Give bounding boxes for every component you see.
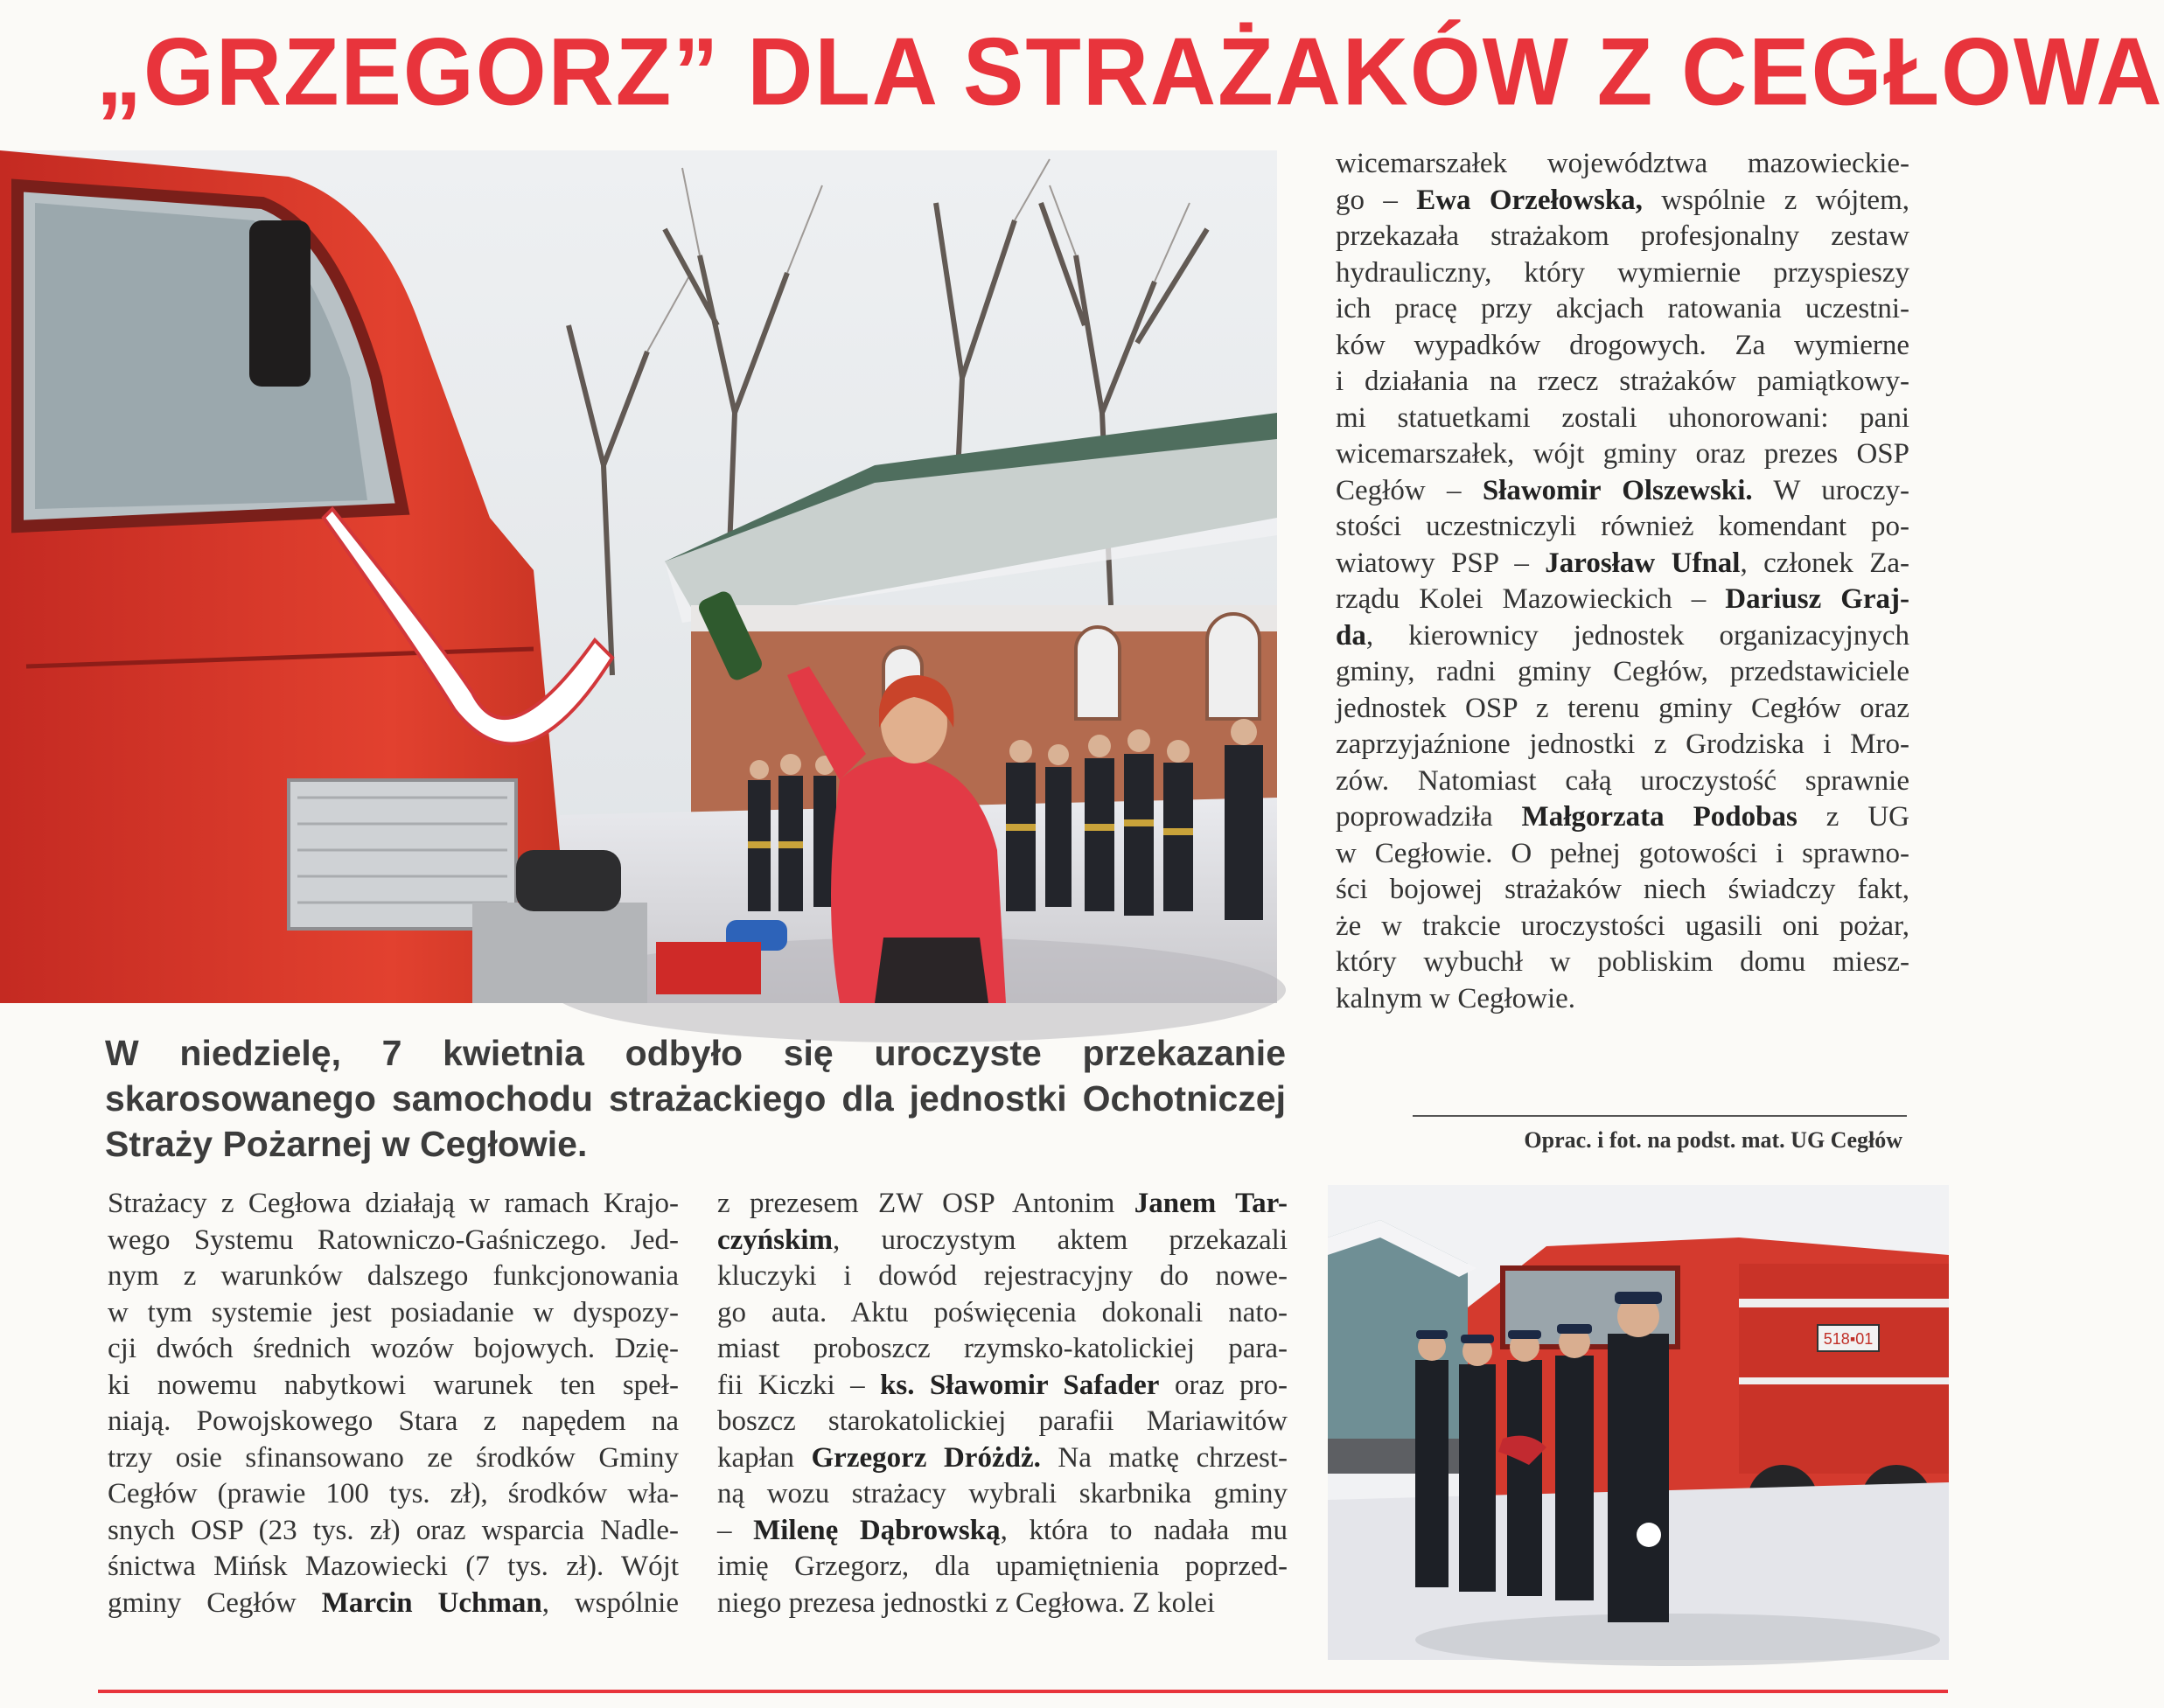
text-line: stości uczestniczyli również komendant po- — [1336, 511, 1909, 542]
text-line: hydrauliczny, który wymiernie przyspieszy — [1336, 256, 1909, 289]
text-line: zów. Natomiast całą uroczystość sprawnie — [1336, 764, 1909, 797]
article-column-middle — [717, 1186, 1288, 1621]
person-name: Marcin Uchman — [321, 1586, 542, 1619]
text-line: i działania na rzecz strażaków pamiątkowy- — [1336, 366, 1909, 397]
text-line: Strażacy z Cegłowa działają w ramach Krajo- — [108, 1188, 679, 1219]
text-line: niają. Powojskowego Stara z napędem na — [108, 1405, 679, 1437]
text-line: nym z warunków dalszego funkcjonowania — [108, 1260, 679, 1292]
text-line: go – Ewa Orzełowska, wspólnie z wójtem, — [1336, 184, 1909, 216]
text-line: cji dwóch średnich wozów bojowych. Dzię- — [108, 1333, 679, 1364]
text-line: snych OSP (23 tys. zł) oraz wsparcia Nadle- — [108, 1514, 679, 1546]
text-line: rządu Kolei Mazowieckich – Dariusz Graj- — [1336, 583, 1909, 615]
text-line: ków wypadków drogowych. Za wymierne — [1336, 329, 1909, 361]
lead-paragraph: W niedzielę, 7 kwietnia odbyło się uroczyste przekazanie skarosowanego samochodu strażackiego dla jednostki Ochotniczej Straży Pożarnej w Cegłowie. — [105, 1033, 1286, 1164]
text-line: ną wozu strażacy wybrali skarbnika gminy — [717, 1478, 1288, 1509]
text-line: gminy, radni gminy Cegłów, przedstawiciele — [1336, 656, 1909, 687]
person-name: Małgorzata Podobas — [1521, 801, 1798, 833]
text-line: śnictwa Mińsk Mazowiecki (7 tys. zł). Wójt — [108, 1551, 679, 1582]
text-line: trzy osie sfinansowano ze środków Gminy — [108, 1441, 679, 1474]
text-line: fii Kiczki – ks. Sławomir Safader oraz pro- — [717, 1369, 1288, 1401]
text-line: imię Grzegorz, dla upamiętnienia poprzed- — [717, 1551, 1288, 1582]
article-column-left — [108, 1186, 679, 1621]
text-line: niego prezesa jednostki z Cegłowa. Z kolei — [717, 1586, 1216, 1619]
person-name: czyńskim — [717, 1223, 833, 1256]
person-name: Janem Tar- — [1134, 1188, 1288, 1219]
text-line: przekazała strażakom profesjonalny zestaw — [1336, 220, 1909, 252]
article-column-right — [1336, 146, 1909, 1017]
text-line: kalnym w Cegłowie. — [1336, 982, 1576, 1014]
text-line: w Cegłowie. O pełnej gotowości i sprawno- — [1336, 837, 1909, 869]
text-line: czyńskim, uroczystym aktem przekazali — [717, 1223, 1288, 1256]
text-line: jednostek OSP z terenu gminy Cegłów oraz — [1336, 692, 1909, 724]
text-line: kapłan Grzegorz Dróżdż. Na matkę chrzest- — [717, 1441, 1288, 1474]
text-line: Cegłów (prawie 100 tys. zł), środków wła- — [108, 1478, 679, 1509]
footer-accent-line — [98, 1690, 1948, 1693]
text-line: który wybuchł w pobliskim domu miesz- — [1336, 946, 1909, 978]
text-line: boszcz starokatolickiej parafii Mariawitów — [717, 1405, 1288, 1437]
text-line: ki nowemu nabytkowi warunek ten speł- — [108, 1369, 679, 1401]
person-name: da — [1336, 619, 1366, 652]
text-line: miast proboszcz rzymsko-katolickiej para- — [717, 1333, 1288, 1364]
text-line: że w trakcie uroczystości ugasili oni pożar, — [1336, 910, 1909, 942]
text-line: w tym systemie jest posiadanie w dyspozy- — [108, 1296, 679, 1328]
person-name: ks. Sławomir Safader — [880, 1369, 1160, 1401]
person-name: Grzegorz Dróżdż. — [811, 1441, 1041, 1474]
text-line: zaprzyjaźnione jednostki z Grodziska i Mro- — [1336, 729, 1909, 760]
secondary-photo-firefighters-truck — [1328, 1185, 1949, 1660]
person-name: Dariusz Graj- — [1725, 583, 1909, 615]
text-line: Cegłów – Sławomir Olszewski. W uroczy- — [1336, 474, 1909, 506]
person-name: Milenę Dąbrowską — [753, 1514, 1001, 1546]
main-photo-fire-truck-ceremony — [0, 150, 1277, 1003]
credit-divider — [1413, 1115, 1907, 1117]
text-line: ści bojowej strażaków niech świadczy fakt, — [1336, 874, 1909, 905]
person-name: Sławomir Olszewski. — [1482, 474, 1753, 506]
text-line: wego Systemu Ratowniczo-Gaśniczego. Jed- — [108, 1223, 679, 1256]
text-line: z prezesem ZW OSP Antonim Janem Tar- — [717, 1188, 1288, 1219]
text-line: da, kierownicy jednostek organizacyjnych — [1336, 619, 1909, 652]
text-line: mi statuetkami zostali uhonorowani: pani — [1336, 401, 1909, 434]
text-line: wicemarszałek, wójt gminy oraz prezes OSP — [1336, 438, 1909, 470]
text-line: ich pracę przy akcjach ratowania uczestni- — [1336, 293, 1909, 324]
vehicle-number-plate: 518▪01 — [1823, 1330, 1874, 1348]
person-name: Ewa Orzełowska, — [1416, 184, 1643, 216]
person-name: Jarosław Ufnal — [1545, 547, 1741, 579]
text-line: go auta. Aktu poświęcenia dokonali nato- — [717, 1296, 1288, 1328]
headline: „GRZEGORZ” DLA STRAŻAKÓW Z CEGŁOWA — [96, 19, 2164, 126]
text-line: gminy Cegłów Marcin Uchman, wspólnie — [108, 1586, 679, 1619]
photo-credit: Oprac. i fot. na podst. mat. UG Cegłów — [1524, 1127, 1902, 1153]
text-line: – Milenę Dąbrowską, która to nadała mu — [717, 1514, 1288, 1546]
text-line: wiatowy PSP – Jarosław Ufnal, członek Za- — [1336, 547, 1909, 579]
text-line: poprowadziła Małgorzata Podobas z UG — [1336, 801, 1909, 833]
text-line: wicemarszałek województwa mazowieckie- — [1336, 148, 1909, 179]
text-line: kluczyki i dowód rejestracyjny do nowe- — [717, 1260, 1288, 1292]
